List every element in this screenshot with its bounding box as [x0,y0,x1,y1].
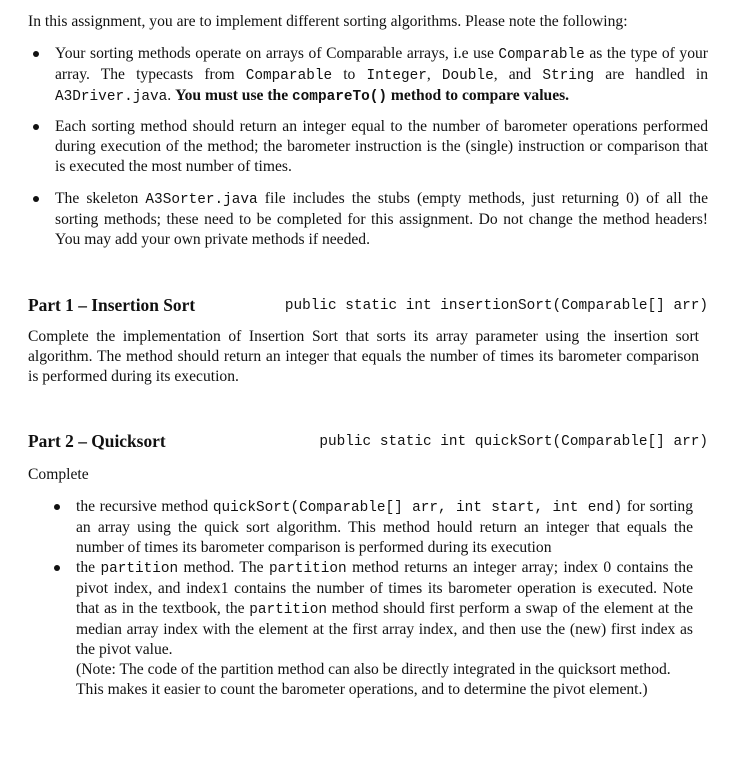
part2-note: (Note: The code of the partition method can also be directly integrated in the quicksort method. This makes it easier to count the barometer operations, and to determine the pivot element.) [76,661,671,698]
list-item: Each sorting method should return an integer equal to the number of barometer operations performed during execution of the method; the barometer instruction is the (single) instruction or comparison that is executed the most number of times. [28,117,708,177]
bullet-icon [54,504,60,510]
code-string: String [542,68,595,84]
intro-paragraph: In this assignment, you are to implement different sorting algorithms. Please note the following: [28,13,628,30]
emphasis-compareto: You must use the compareTo() method to compare values. [175,87,570,105]
part2-heading [28,431,708,453]
part1-signature: public static int insertionSort(Comparable[] arr) [284,298,708,314]
bullet-icon [33,51,39,57]
part2-list [49,497,693,700]
code-partition: partition [268,561,347,577]
list-item: Your sorting methods operate on arrays of Comparable arrays, i.e use Comparable as the type of your array. The typecasts from Comparable to Integer, Double, and String are handled in A3Driver.java. You must use the compareTo() method to compare values. [28,44,708,107]
list-item: the recursive method quickSort(Comparable[] arr, int start, int end) for sorting an array using the quick sort algorithm. This method hould return an integer that equals the number of times its barometer comparison is performed during its execution [49,497,693,558]
code-comparable: Comparable [245,68,333,84]
part2-complete-label: Complete [28,466,89,483]
part1-description: Complete the implementation of Insertion Sort that sorts its array parameter using the insertion sort algorithm. The method should return an integer that equals the number of times its barometer comparison is performed during its execution. [28,328,699,385]
part1-title: Part 1 – Insertion Sort [28,295,196,315]
code-partition: partition [249,602,327,618]
code-partition: partition [100,561,179,577]
code-double: Double [441,68,494,84]
list-item: The skeleton A3Sorter.java file includes the stubs (empty methods, just returning 0) of all the sorting methods; these need to be completed for this assignment. Do not change the method headers! You may add your own private methods if needed. [28,189,708,250]
bullet-icon [33,124,39,130]
part2-signature: public static int quickSort(Comparable[] arr) [319,434,708,450]
code-sorter-file: A3Sorter.java [145,192,258,208]
bullet-icon [33,196,39,202]
part2-title: Part 2 – Quicksort [28,431,166,451]
part1-heading [28,295,708,317]
code-comparable: Comparable [498,47,585,63]
code-integer: Integer [366,68,427,84]
list-item: the partition method. The partition method returns an integer array; index 0 contains the pivot index, and index1 contains the number of times its barometer operation is executed. Note that as in the textbook, the partition method should first perform a swap of the element at the median array index with the element at the first array index, and then use the (new) first index as the pivot value. (Note: The code of the partition method can also be directly integrated in the quicksort method. This makes it easier to count the barometer operations, and to determine the pivot element.) [49,558,693,700]
bullet-icon [54,565,60,571]
code-quicksort-signature: quickSort(Comparable[] arr, int start, int end) [212,500,623,516]
code-driver-file: A3Driver.java [55,89,168,105]
